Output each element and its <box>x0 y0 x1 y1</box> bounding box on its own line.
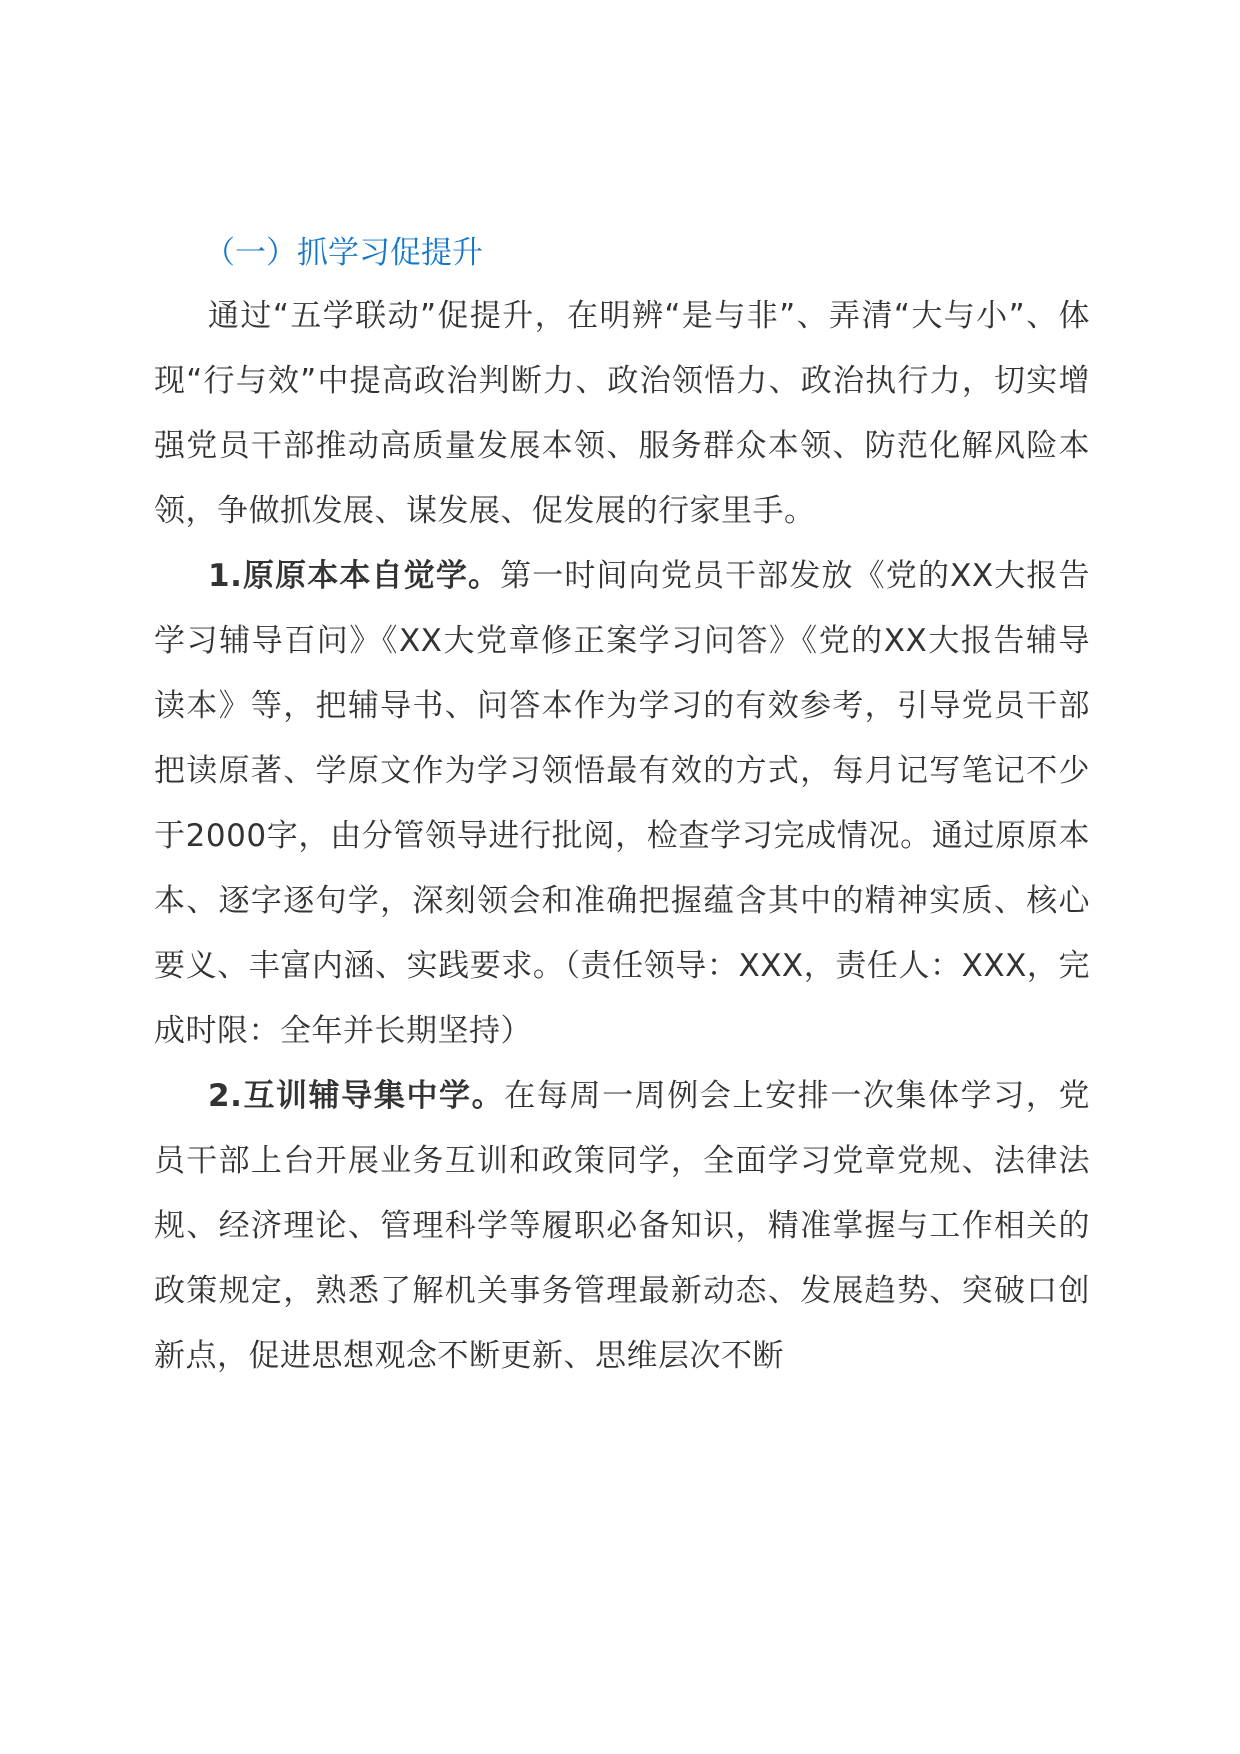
paragraph-intro <box>154 284 1090 544</box>
document-page <box>154 222 1090 1389</box>
paragraph-text: 第一时间向党员干部发放《党的XX大报告学习辅导百问》《XX大党章修正案学习问答》《党的XX大报告辅导读本》等，把辅导书、问答本作为学习的有效参考，引导党员干部把读原著、学原文作为学习领悟最有效的方式，每月记写笔记不少于2000字，由分管领导进行批阅，检查学习完成情况。通过原原本本、逐字逐句学，深刻领会和准确把握蕴含其中的精神实质、核心要义、丰富内涵、实践要求。（责任领导：XXX，责任人：XXX，完成时限：全年并长期坚持） <box>154 558 1090 1049</box>
paragraph-lead: 2.互训辅导集中学。 <box>208 1078 505 1114</box>
paragraph-lead: 1.原原本本自觉学。 <box>208 558 501 594</box>
paragraph-text: 通过“五学联动”促提升，在明辨“是与非”、弄清“大与小”、体现“行与效”中提高政治判断力、政治领悟力、政治执行力，切实增强党员干部推动高质量发展本领、服务群众本领、防范化解风险本领，争做抓发展、谋发展、促发展的行家里手。 <box>154 298 1090 529</box>
paragraph-item-1 <box>154 544 1090 1064</box>
section-heading: （一）抓学习促提升 <box>204 235 483 271</box>
paragraph-text: 在每周一周例会上安排一次集体学习，党员干部上台开展业务互训和政策同学，全面学习党章党规、法律法规、经济理论、管理科学等履职必备知识，精准掌握与工作相关的政策规定，熟悉了解机关事务管理最新动态、发展趋势、突破口创新点，促进思想观念不断更新、思维层次不断 <box>154 1078 1090 1374</box>
paragraph-item-2 <box>154 1064 1090 1389</box>
